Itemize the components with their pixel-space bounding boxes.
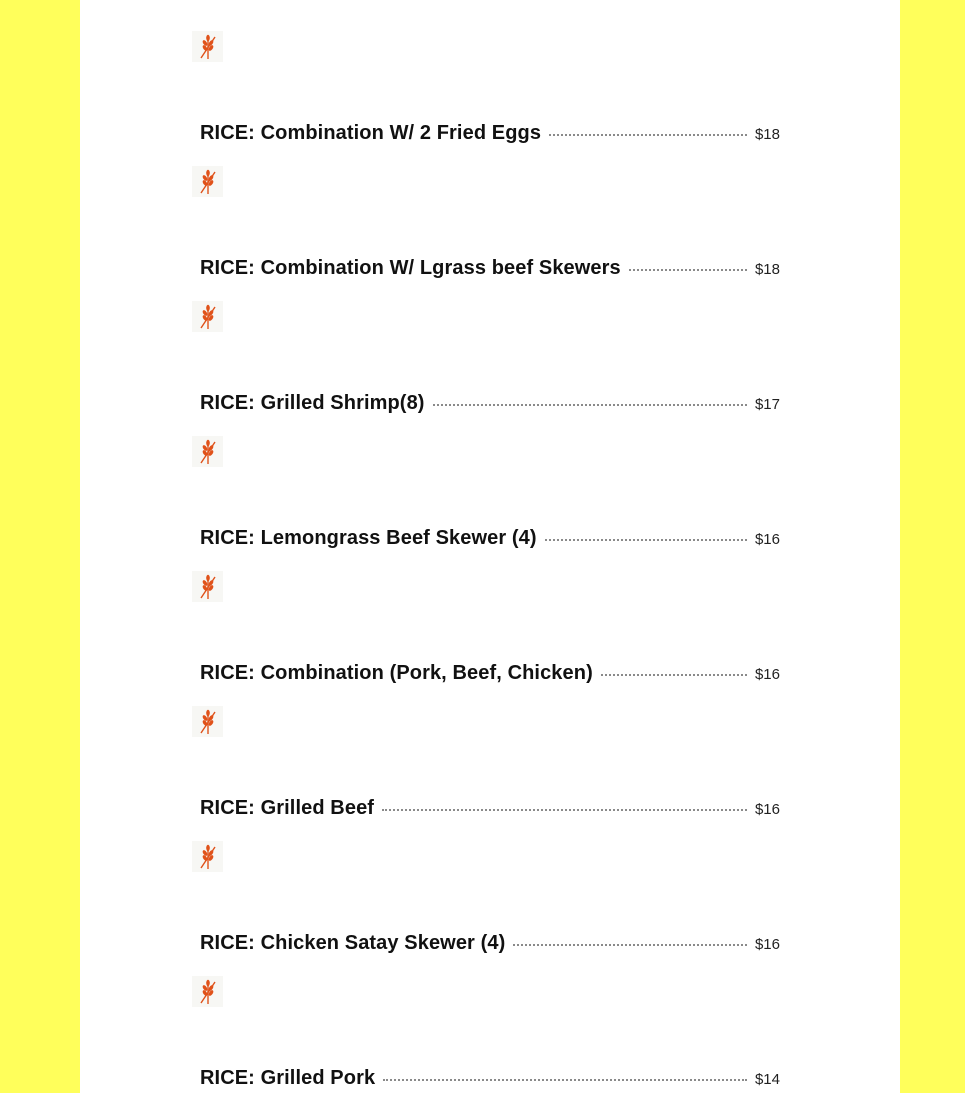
- dot-leader: [549, 134, 747, 136]
- menu-page: [80, 0, 900, 1093]
- menu-item-name: RICE: Grilled Beef: [200, 797, 375, 819]
- gluten-free-badge: [192, 436, 223, 467]
- gluten-free-badge: [192, 841, 223, 872]
- menu-item-price: $16: [754, 801, 780, 818]
- dot-leader: [382, 809, 747, 811]
- menu-item-price: $16: [754, 531, 780, 548]
- menu-item[interactable]: [200, 735, 780, 870]
- menu-item-row: [200, 1067, 780, 1090]
- menu-item-name: RICE: Grilled Shrimp(8): [200, 392, 425, 414]
- gluten-free-badge: [192, 571, 223, 602]
- wheat-icon: [199, 34, 217, 60]
- dot-leader: [513, 944, 747, 946]
- menu-item-name: RICE: Grilled Pork: [200, 1067, 376, 1089]
- menu-item[interactable]: [200, 195, 780, 330]
- menu-item-price: $16: [754, 666, 780, 683]
- wheat-icon: [199, 169, 217, 195]
- menu-item-row: [200, 122, 780, 145]
- menu-item-row: [200, 257, 780, 280]
- gluten-free-badge: [192, 706, 223, 737]
- menu-item-name: RICE: Combination W/ 2 Fried Eggs: [200, 122, 542, 144]
- wheat-icon: [199, 844, 217, 870]
- menu-item-row: [200, 392, 780, 415]
- menu-item-name: RICE: Lemongrass Beef Skewer (4): [200, 527, 537, 549]
- menu-item-price: $17: [754, 396, 780, 413]
- menu-item[interactable]: [200, 1005, 780, 1093]
- menu-item-name: RICE: Chicken Satay Skewer (4): [200, 932, 506, 954]
- wheat-icon: [199, 304, 217, 330]
- menu-item[interactable]: [200, 870, 780, 1005]
- menu-item[interactable]: [200, 600, 780, 735]
- menu-item[interactable]: [200, 330, 780, 465]
- menu-item[interactable]: [200, 465, 780, 600]
- menu-item-price: $14: [754, 1071, 780, 1088]
- gluten-free-badge: [192, 976, 223, 1007]
- dot-leader: [383, 1079, 747, 1081]
- menu-item-row: [200, 662, 780, 685]
- dot-leader: [601, 674, 747, 676]
- dot-leader: [629, 269, 747, 271]
- gluten-free-badge: [192, 301, 223, 332]
- wheat-icon: [199, 574, 217, 600]
- menu-item-row: [200, 797, 780, 820]
- menu-item[interactable]: [200, 60, 780, 195]
- menu-item-price: $16: [754, 936, 780, 953]
- wheat-icon: [199, 709, 217, 735]
- wheat-icon: [199, 979, 217, 1005]
- menu-item-name: RICE: Combination (Pork, Beef, Chicken): [200, 662, 593, 684]
- menu-item-partial: [200, 0, 780, 60]
- menu-list: [200, 0, 780, 1093]
- menu-item-row: [200, 527, 780, 550]
- menu-item-name: RICE: Combination W/ Lgrass beef Skewers: [200, 257, 621, 279]
- gluten-free-badge: [192, 166, 223, 197]
- menu-item-row: [200, 932, 780, 955]
- gluten-free-badge: [192, 31, 223, 62]
- dot-leader: [545, 539, 747, 541]
- wheat-icon: [199, 439, 217, 465]
- menu-item-price: $18: [754, 261, 780, 278]
- dot-leader: [433, 404, 747, 406]
- menu-item-price: $18: [754, 126, 780, 143]
